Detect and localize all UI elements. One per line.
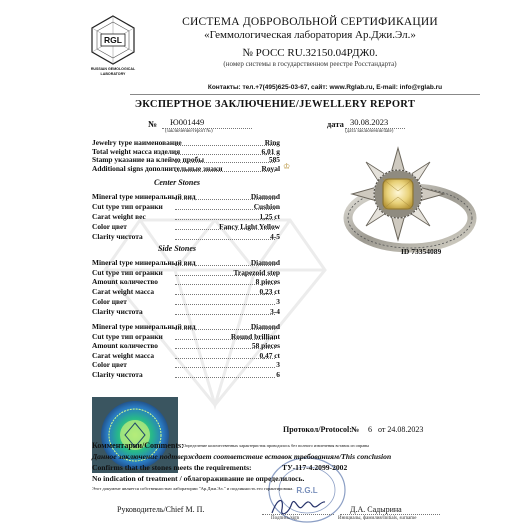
report-number-prefix: № — [148, 119, 158, 129]
side-stone-row-label: Mineral type минеральный вид — [92, 258, 196, 267]
side-stone-row-value: 8 pieces — [255, 277, 280, 287]
protocol-date: от 24.08.2023 — [378, 425, 424, 434]
side-stone-row-value: 3 — [276, 296, 280, 306]
disclaimer: Этот документ является собственностью лаборатории "Ар.Джи.Эл." и подлинность его гарантирована. — [92, 486, 294, 491]
item-row-label: Additional signs дополнительные знаки — [92, 163, 223, 173]
center-stone-row-label: Mineral type минеральный вид — [92, 192, 196, 201]
side-stone-2-row-value: 0,47 ct — [259, 350, 280, 360]
item-row-label: Total weight масса изделия — [92, 146, 181, 156]
standard-number: ТУ-117-4.2099-2002 — [282, 463, 348, 472]
side-stone-2-row-value: 6 — [276, 370, 280, 379]
registration-number: № РОСС RU.З2150.04РДЖ0. — [242, 47, 378, 59]
contacts-line: Контакты: тел.+7(495)625-03-67, сайт: www.Rglab.ru, E-mail: info@rglab.ru — [207, 84, 443, 91]
item-row-label: Stamp указание на клеймо пробы — [92, 155, 204, 165]
side-stone-row-value: 3-4 — [270, 306, 280, 316]
side-stone-2-row-value: 58 pieces — [251, 341, 280, 351]
registration-note: (номер системы в государственном реестре Росстандарта) — [223, 60, 397, 68]
item-row-value: Ring — [264, 138, 280, 147]
no-treatment: No indication of treatment / облагораживание не определилось. — [92, 474, 305, 483]
report-date-prefix: дата — [327, 119, 344, 129]
center-stones-heading: Center Stones — [153, 178, 200, 187]
side-stone-2-row-label: Color цвет — [92, 360, 127, 370]
center-stone-row-value: Diamond — [250, 192, 280, 201]
side-stone-row-value: Diamond — [250, 258, 280, 267]
signer-line — [340, 514, 440, 515]
side-stones-heading: Side Stones — [157, 244, 196, 253]
center-stone-row-value: Cushion — [253, 202, 280, 211]
side-stone-2-row-label: Amount количество — [92, 341, 158, 351]
protocol-prefix: № — [351, 425, 360, 434]
side-stone-2-row-value: Diamond — [250, 322, 280, 331]
logo-text: RGL — [104, 35, 122, 45]
signature-caption: Подпись/sign — [271, 516, 300, 521]
side-stone-row-label: Carat weight масса — [92, 287, 155, 297]
center-stone-row-value: Fancy Light Yellow — [219, 222, 280, 231]
side-stone-row-value: Trapezoid step — [233, 267, 280, 277]
report-number: Ю001449 — [170, 117, 205, 127]
center-stone-row-label: Color цвет — [92, 222, 127, 231]
logo-caption-2: LABORATORY — [100, 72, 126, 76]
crown-icon: ♔ — [283, 162, 291, 171]
protocol-label: Протокол/Protocol: — [283, 425, 352, 434]
photo-id: ID 73354089 — [401, 247, 442, 256]
conclusion-ru: Данное заключение подтверждает соответствие вставок требованиям/This conclusion — [92, 452, 392, 461]
signer-name: Д.А. Садырина — [350, 505, 402, 514]
center-stone-row-label: Cut type тип огранки — [92, 202, 163, 211]
side-stone-row-label: Amount количество — [92, 277, 158, 287]
item-row-value: Royal — [261, 163, 280, 173]
logo-caption-1: RUSSIAN GEMOLOGICAL — [90, 67, 136, 71]
center-stone-row-value: 4-5 — [270, 232, 280, 241]
chief-label: Руководитель/Chief М. П. — [117, 505, 205, 514]
side-stone-2-row-label: Cut type тип огранки — [92, 331, 163, 341]
side-stone-row-label: Clarity чистота — [92, 306, 143, 316]
protocol-number: 6 — [368, 425, 372, 434]
side-stone-2-row-value: 3 — [276, 360, 280, 370]
conclusion-en: Confirms that the stones meets the requirements: — [92, 463, 252, 472]
side-stone-2-row-value: Round brilliant — [230, 331, 280, 341]
report-title: ЭКСПЕРТНОЕ ЗАКЛЮЧЕНИЕ/JEWELLERY REPORT — [134, 99, 416, 110]
side-stone-row-label: Color цвет — [92, 296, 127, 306]
org-line-2: «Геммологическая лаборатория Ар.Джи.Эл.» — [204, 29, 416, 41]
side-stone-row-value: 0,23 ct — [259, 287, 280, 297]
comments-text: Определение количественных характеристик проводилось без полного извлечения вставок из оправы — [183, 443, 370, 448]
report-date-caption: (дата заключения/date) — [345, 129, 394, 134]
side-stone-2-row-label: Carat weight масса — [92, 350, 155, 360]
header-divider — [130, 94, 480, 95]
side-stone-row-label: Cut type тип огранки — [92, 267, 163, 277]
center-stone-row-value: 1,25 ct — [259, 212, 280, 221]
org-line-1: СИСТЕМА ДОБРОВОЛЬНОЙ СЕРТИФИКАЦИИ — [182, 16, 438, 28]
signature-line — [262, 514, 334, 515]
item-row-label: Jewelry type наименование — [92, 138, 182, 147]
center-stone-row-label: Carat weight вес — [92, 212, 146, 221]
signer-caption: Инициалы, фамилия/Initials, surname — [338, 516, 417, 521]
comments-label: Комментарии/Comments: — [92, 441, 184, 450]
rgl-logo — [88, 14, 138, 84]
side-stone-2-row-label: Clarity чистота — [92, 370, 143, 379]
item-row-value: 6,01 g — [261, 146, 280, 156]
report-number-caption: (заключение/report №) — [165, 129, 213, 134]
side-stone-2-row-label: Mineral type минеральный вид — [92, 322, 196, 331]
center-stone-row-label: Clarity чистота — [92, 232, 143, 241]
ring-photo — [340, 140, 480, 260]
report-date: 30.08.2023 — [350, 117, 389, 127]
svg-text:R.G.L: R.G.L — [296, 486, 318, 495]
item-row-value: 585 — [268, 155, 280, 165]
